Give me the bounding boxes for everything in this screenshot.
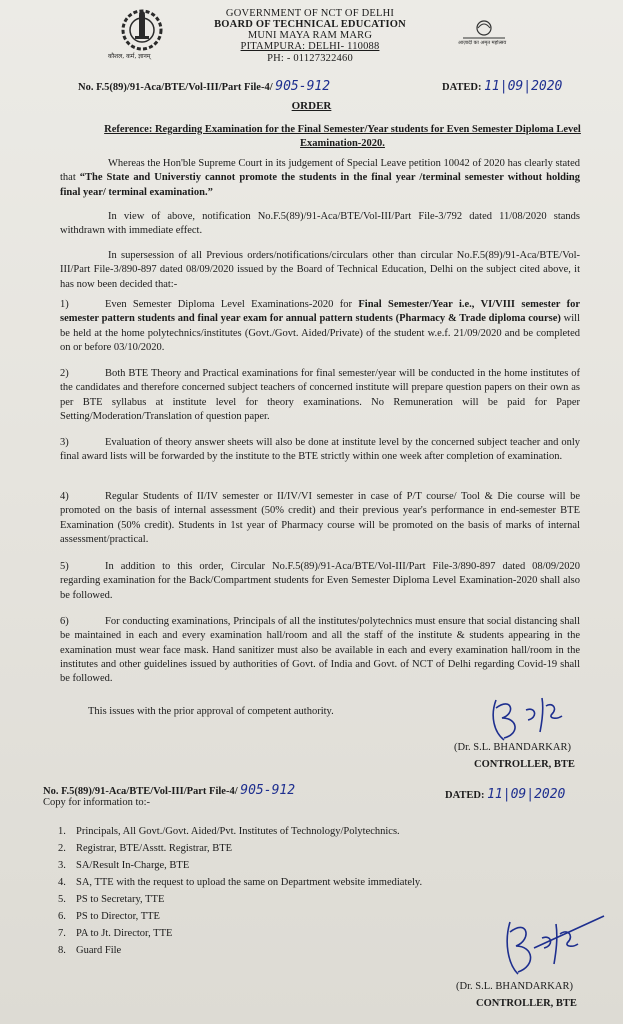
list-item: 2. Registrar, BTE/Asstt. Registrar, BTE bbox=[58, 843, 233, 854]
letterhead-board: BOARD OF TECHNICAL EDUCATION bbox=[214, 19, 406, 30]
azadi-logo-icon bbox=[458, 18, 510, 42]
signatory-title-2: CONTROLLER, BTE bbox=[476, 998, 577, 1009]
date-block-copy: DATED: 11|09|2020 bbox=[445, 787, 566, 802]
letterhead-road: MUNI MAYA RAM MARG bbox=[247, 30, 373, 41]
right-emblem-caption: आज़ादी का अमृत महोत्सव bbox=[458, 40, 507, 46]
list-item: 8. Guard File bbox=[58, 945, 122, 956]
signature-2 bbox=[494, 912, 609, 982]
letterhead-city: PITAMPURA: DELHI- 110088 bbox=[240, 41, 380, 52]
signature-1 bbox=[482, 688, 582, 748]
handwritten-date: 11|09|2020 bbox=[484, 79, 563, 94]
supersession-paragraph: In supersession of all Previous orders/notifications/circulars other than circular No.F.5(89)/91-Aca/BTE/Vol-III/Part File-3/890-897 dated 08/09/2020 issued by the Board of Technical Education, Delhi on the subject cited above, it has now been decided that:- bbox=[60, 250, 580, 290]
signatory-name-1: (Dr. S.L. BHANDARKAR) bbox=[454, 742, 571, 753]
item-2: 2) Both BTE Theory and Practical examinations for final semester/year will be conducted in the home institutes of the candidates and therefore concerned subject teachers of concerned institute will prepare question papers on their own as per BTE syllabus at institute level for theory examinations. No Remuneration will be paid for Paper Setting/Moderation/Translation of question paper. bbox=[60, 368, 580, 422]
list-item: 1. Principals, All Govt./Govt. Aided/Pvt. Institutes of Technology/Polytechnics. bbox=[58, 826, 400, 837]
list-item: 4. SA, TTE with the request to upload the same on Department website immediately. bbox=[58, 877, 423, 888]
ref-number: No. F.5(89)/91-Aca/BTE/Vol-III/Part File-4/ 905-912 bbox=[78, 79, 331, 94]
reference-subject: Reference: Regarding Examination for the Final Semester/Year students for Even Semester Diploma Level Examination-2020. bbox=[104, 124, 581, 149]
item-6: 6) For conducting examinations, Principals of all the institutes/polytechnics must ensure that social distancing shall be maintained in each and every examination hall/room and all the staff of the institute & students appearing in the examination must wear face mask. Hand sanitizer must also be available in each and every examination hall/room in the institutes and other guidelines issued by authorities of Govt. of India and Govt. of NCT of Delhi regarding Covid-19 shall be followed. bbox=[60, 616, 580, 685]
letterhead-government: GOVERNMENT OF NCT OF DELHI bbox=[225, 8, 395, 19]
letterhead-phone: PH: - 01127322460 bbox=[267, 53, 353, 64]
approval-line: This issues with the prior approval of competent authority. bbox=[88, 706, 334, 717]
view-paragraph: In view of above, notification No.F.5(89)/91-Aca/BTE/Vol-III/Part File-3/792 dated 11/08/2020 stands withdrawn with immediate effect. bbox=[60, 211, 580, 237]
left-emblem-caption: कौशल, कर्म, ज्ञानम् bbox=[108, 53, 151, 60]
date-block: DATED: 11|09|2020 bbox=[442, 79, 563, 94]
ref-number-copy: No. F.5(89)/91-Aca/BTE/Vol-III/Part File-4/ 905-912 bbox=[43, 783, 296, 798]
handwritten-ref: 905-912 bbox=[275, 79, 331, 94]
copy-intro: Copy for information to:- bbox=[43, 797, 151, 808]
item-5: 5) In addition to this order, Circular No.F.5(89)/91-Aca/BTE/Vol-III/Part File-3/890-897 dated 08/09/2020 regarding examination for the Back/Compartment students for Even Semester Diploma Level Examination-2020 shall also be followed. bbox=[60, 561, 580, 601]
list-item: 7. PA to Jt. Director, TTE bbox=[58, 928, 173, 939]
list-item: 6. PS to Director, TTE bbox=[58, 911, 160, 922]
order-title: ORDER bbox=[291, 100, 332, 112]
handwritten-ref-copy: 905-912 bbox=[240, 783, 296, 798]
handwritten-date-copy: 11|09|2020 bbox=[487, 787, 566, 802]
item-4: 4) Regular Students of II/IV semester or II/IV/VI semester in case of P/T course/ Tool & Die course will be promoted on the basis of internal assessment (50% credit) and their previous year's performance in end-semester BTE Examination (50% credit). Students in 1st year of Pharmacy course will be promoted on the basis of marks of internal assessment/practical. bbox=[60, 491, 580, 545]
list-item: 5. PS to Secretary, TTE bbox=[58, 894, 165, 905]
signatory-name-2: (Dr. S.L. BHANDARKAR) bbox=[456, 981, 573, 992]
intro-paragraph: Whereas the Hon'ble Supreme Court in its judgement of Special Leave petition 10042 of 2020 has clearly stated that “The State and Universtiy cannot promote the students in the final year /terminal semester without holding final year/ terminal examination.” bbox=[60, 158, 580, 198]
item-3: 3) Evaluation of theory answer sheets will also be done at institute level by the concerned subject teacher and only final award lists will be forwarded by the institute to the BTE strictly within one week after completion of examination. bbox=[60, 437, 580, 463]
item-1: 1) Even Semester Diploma Level Examinations-2020 for Final Semester/Year i.e., VI/VIII semester for semester pattern students and final year exam for annual pattern students (Pharmacy & Trade diploma course) will be held at the home polytechnics/institutes (Govt./Govt. Aided/Private) of the student w.e.f. 21/09/2020 and be completed on or before 03/10/2020. bbox=[60, 299, 580, 353]
list-item: 3. SA/Result In-Charge, BTE bbox=[58, 860, 190, 871]
signatory-title-1: CONTROLLER, BTE bbox=[474, 759, 575, 770]
